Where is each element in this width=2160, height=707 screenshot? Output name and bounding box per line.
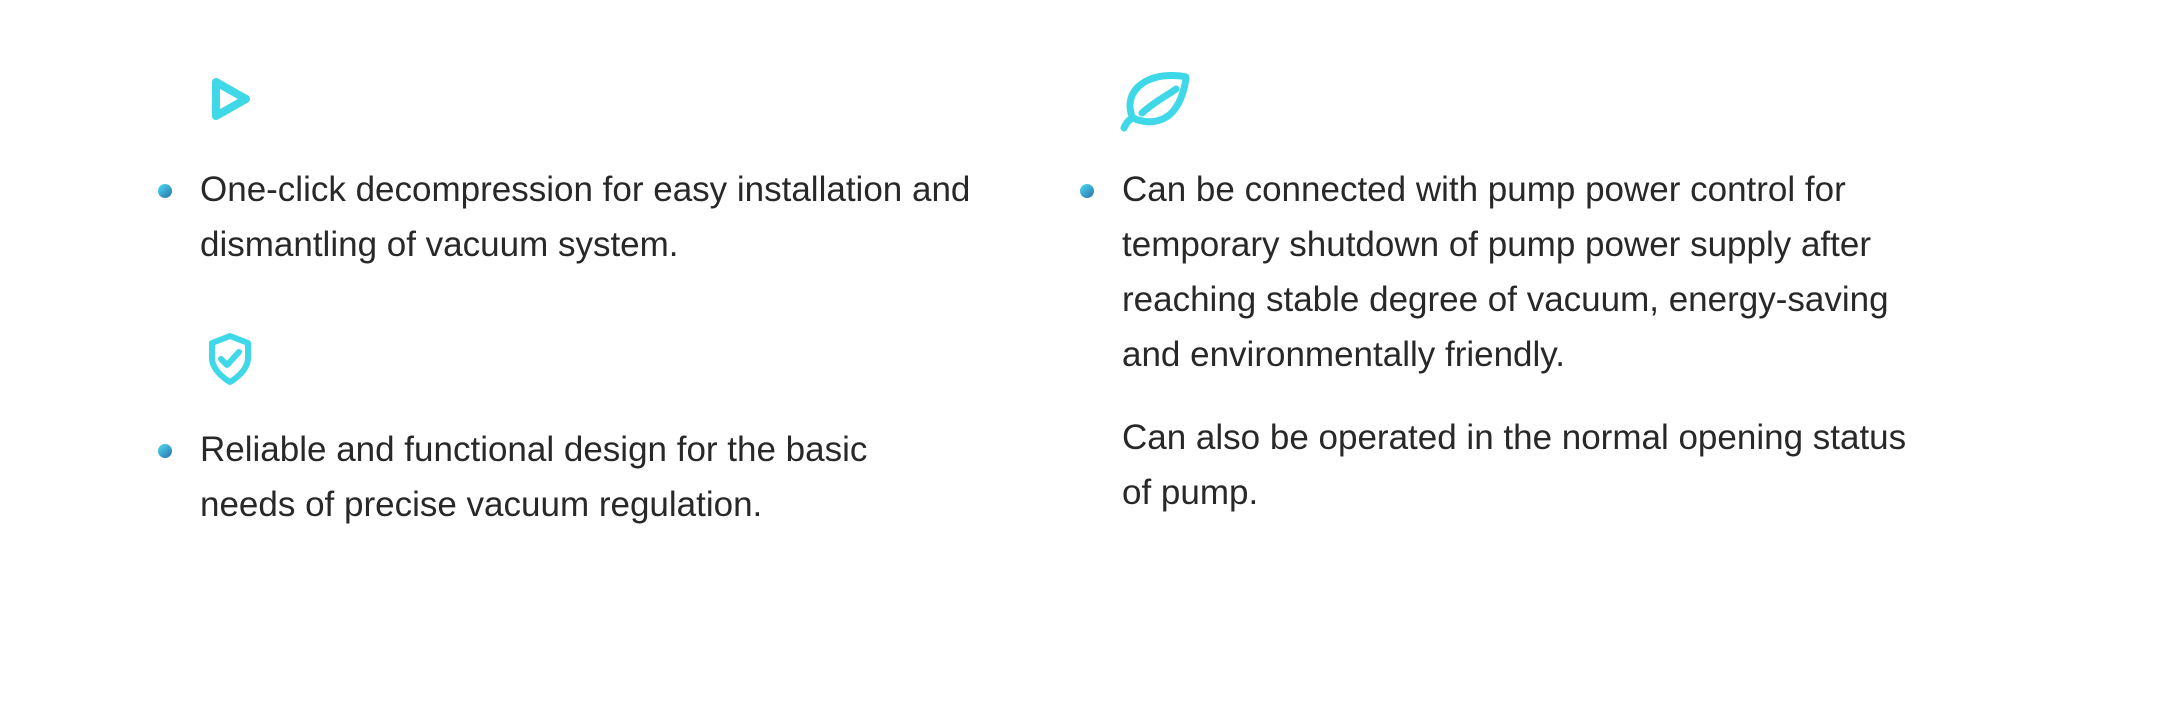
feature-text-line: Can be connected with pump power control for bbox=[1122, 170, 1846, 209]
feature-text-line: needs of precise vacuum regulation. bbox=[200, 485, 763, 524]
feature-text-line: and environmentally friendly. bbox=[1122, 335, 1565, 374]
feature-text-line: reaching stable degree of vacuum, energy-saving bbox=[1122, 280, 1889, 319]
list-item bbox=[200, 422, 867, 532]
feature-one-click-decompression bbox=[200, 162, 970, 272]
feature-paragraph bbox=[1122, 410, 1906, 520]
bullet-icon bbox=[158, 444, 172, 458]
leaf-icon bbox=[1118, 68, 1196, 134]
feature-text-line: One-click decompression for easy installation and bbox=[200, 170, 971, 209]
feature-pump-power-control bbox=[1122, 162, 1906, 520]
list-item bbox=[1122, 162, 1906, 382]
shield-check-icon bbox=[201, 330, 259, 390]
play-icon bbox=[201, 70, 257, 128]
feature-text-line: Can also be operated in the normal opening status bbox=[1122, 418, 1907, 457]
feature-text-line: of pump. bbox=[1122, 473, 1259, 512]
feature-reliable-design bbox=[200, 422, 867, 532]
feature-text-line: Reliable and functional design for the basic bbox=[200, 430, 868, 469]
bullet-icon bbox=[1080, 184, 1094, 198]
bullet-icon bbox=[158, 184, 172, 198]
feature-text-line: dismantling of vacuum system. bbox=[200, 225, 679, 264]
feature-text-line: temporary shutdown of pump power supply after bbox=[1122, 225, 1871, 264]
list-item bbox=[200, 162, 970, 272]
